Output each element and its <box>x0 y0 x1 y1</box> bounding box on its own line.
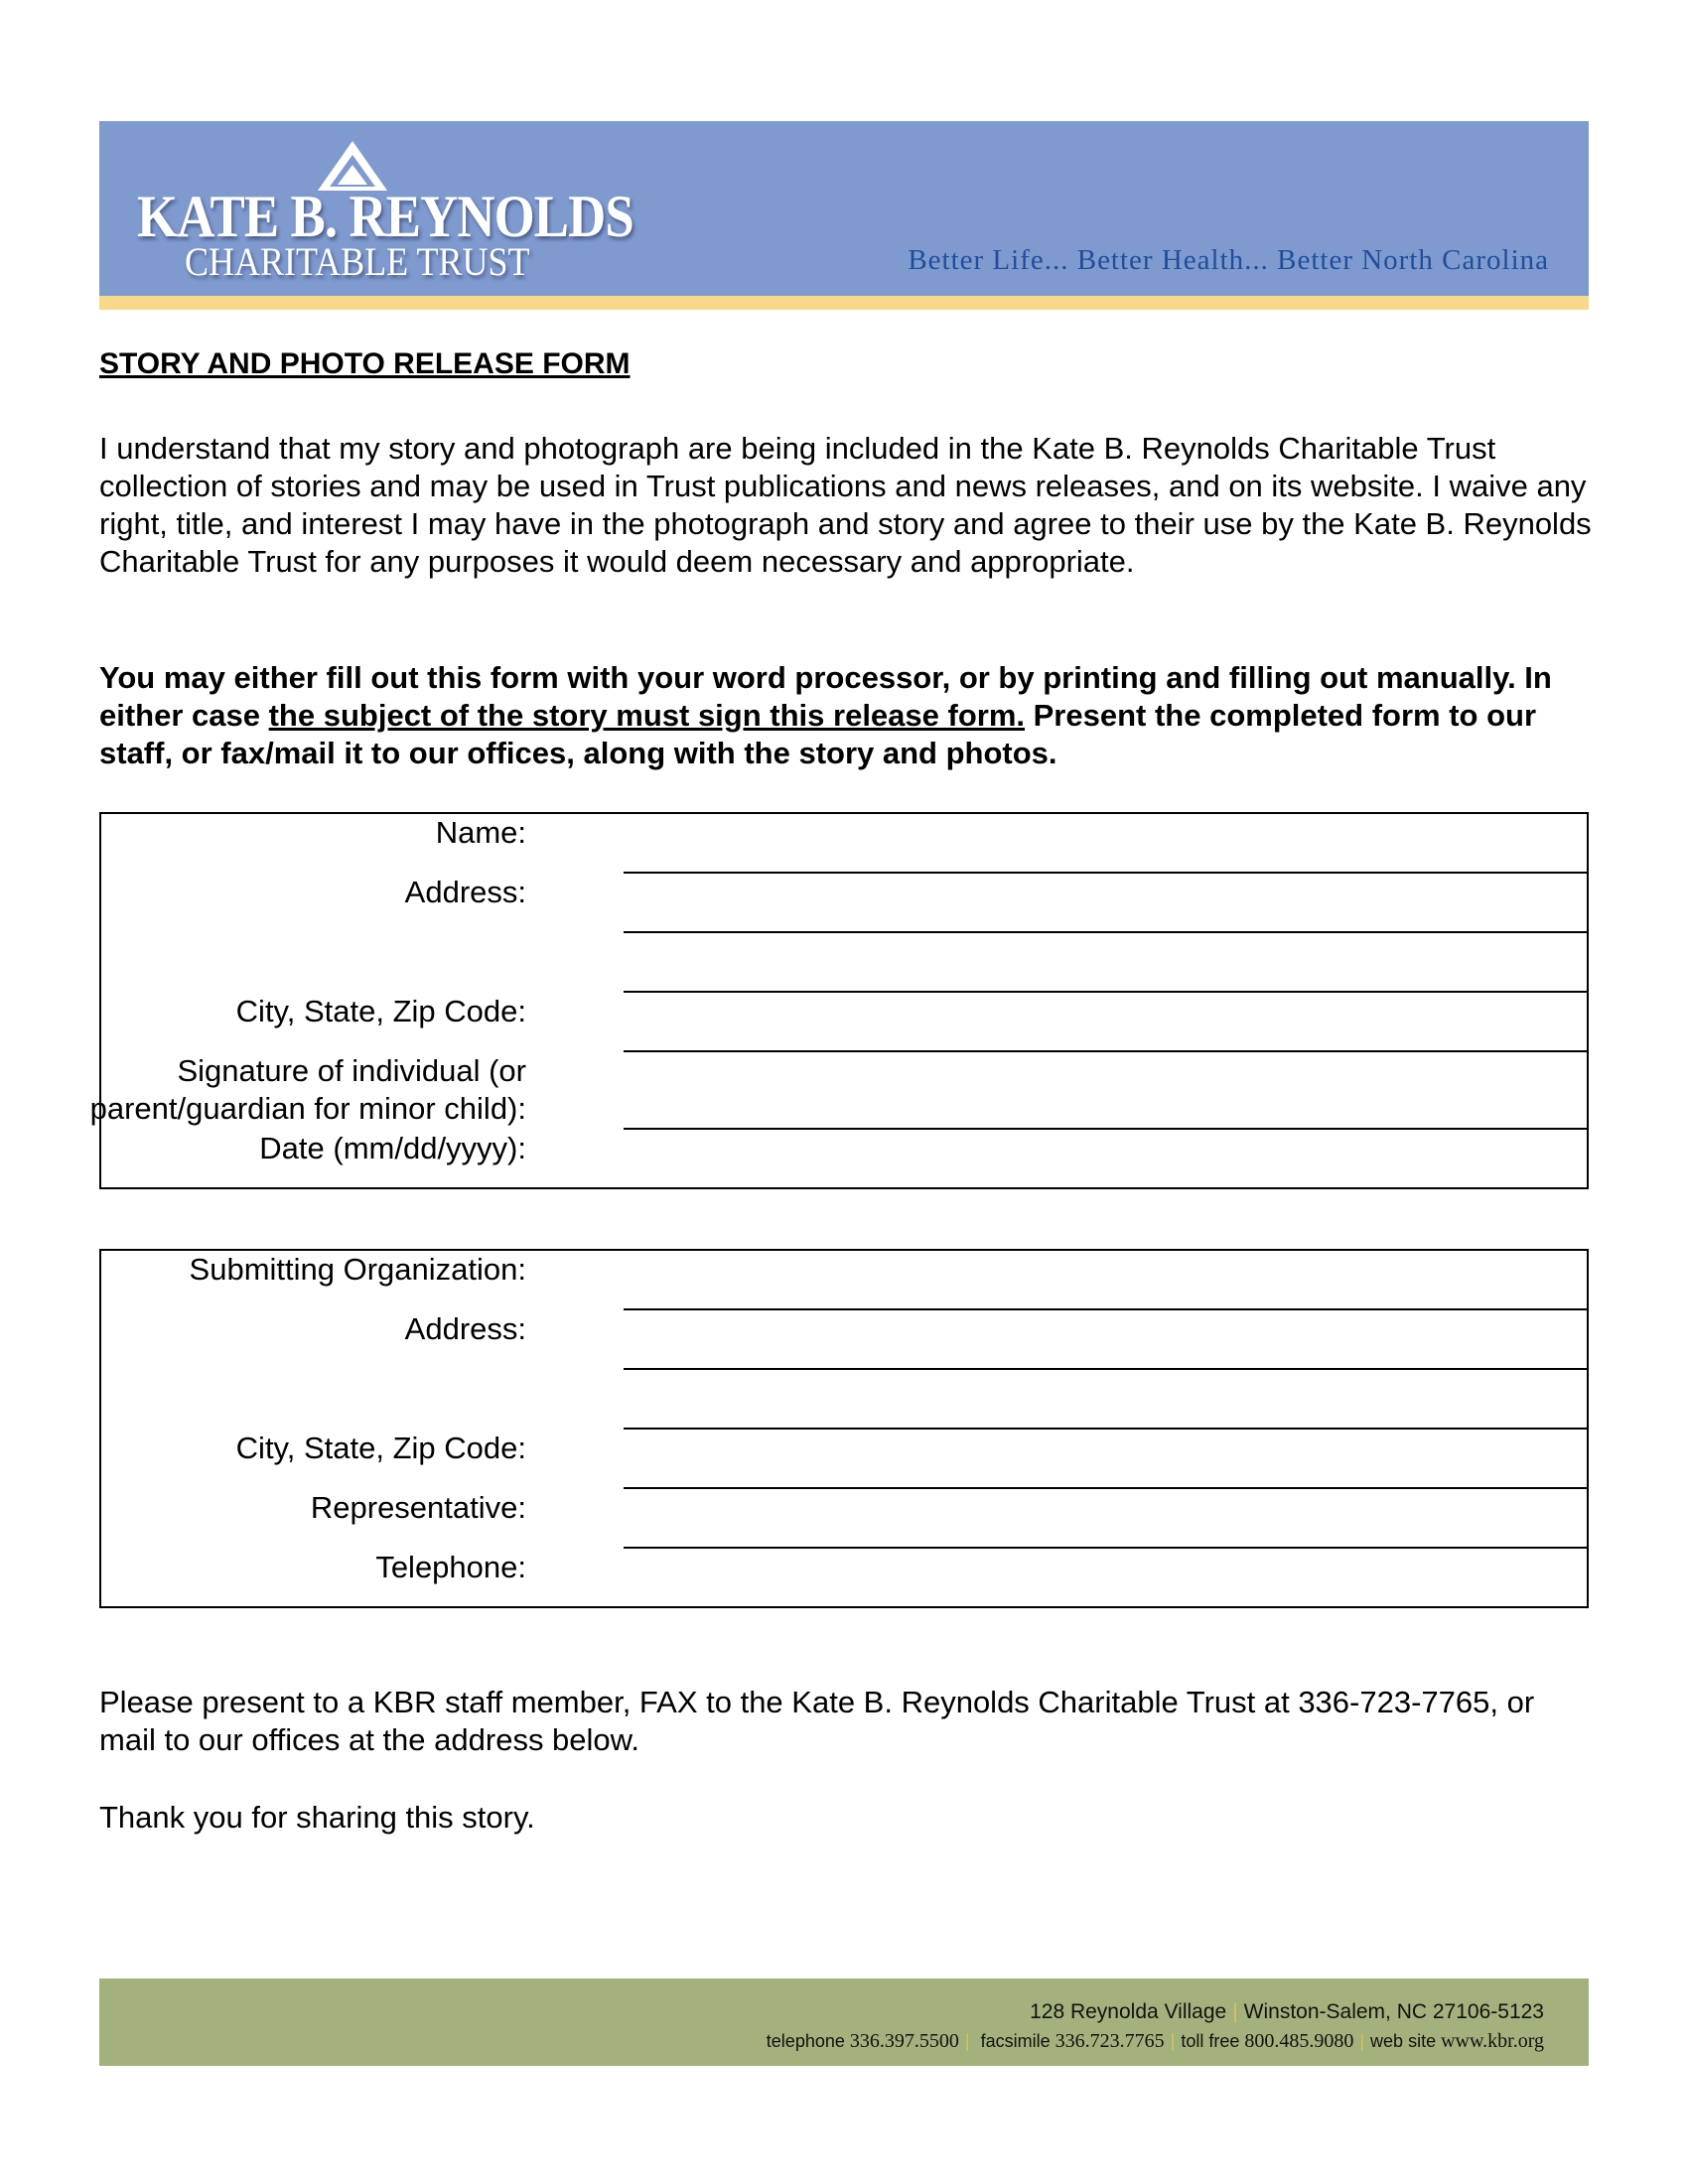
date-label: Date (mm/dd/yyyy): <box>259 1131 526 1165</box>
org-city-state-zip-label: City, State, Zip Code: <box>235 1431 526 1465</box>
logo-line-1: KATE B. REYNOLDS <box>137 184 633 249</box>
individual-info-box <box>89 812 1589 1189</box>
signature-label-line-2: parent/guardian for minor child): <box>89 1091 526 1126</box>
organization-info-box <box>99 1249 1589 1608</box>
footer-website-label: web site <box>1370 2031 1437 2051</box>
submitting-organization-label: Submitting Organization: <box>189 1252 526 1287</box>
logo-line-2: CHARITABLE TRUST <box>185 239 530 284</box>
address-label: Address: <box>404 875 526 909</box>
signature-label-line-1: Signature of individual (or <box>177 1053 526 1088</box>
footer-city: Winston-Salem, NC 27106-5123 <box>1243 2000 1544 2023</box>
instructions-paragraph <box>99 659 1599 772</box>
footer-tollfree: 800.485.9080 <box>1244 2030 1354 2052</box>
footer-website-link[interactable]: www.kbr.org <box>1441 2030 1544 2052</box>
org-city-state-zip-field[interactable] <box>624 1487 1587 1489</box>
name-field[interactable] <box>624 872 1587 874</box>
footer-facsimile-label: facsimile <box>980 2031 1051 2051</box>
footer-tollfree-label: toll free <box>1181 2031 1240 2051</box>
footer-separator: | <box>1359 2031 1365 2051</box>
instructions-underlined: the subject of the story must sign this release form. <box>268 698 1026 733</box>
footer-bar <box>99 1979 1589 2066</box>
footer-facsimile: 336.723.7765 <box>1055 2030 1165 2052</box>
submission-note: Please present to a KBR staff member, FAX to the Kate B. Reynolds Charitable Trust at 336-723-7765, or mail to our offices at the address below. <box>99 1685 1535 1757</box>
form-title: STORY AND PHOTO RELEASE FORM <box>99 347 631 380</box>
trust-logo <box>137 141 633 284</box>
footer-telephone: 336.397.5500 <box>849 2030 959 2052</box>
name-label: Name: <box>435 815 526 850</box>
footer-separator: | <box>1170 2031 1176 2051</box>
footer-contacts <box>767 2030 1544 2053</box>
header-stripe <box>99 296 1589 310</box>
instructions-part-1: You may either fill out this form with your word processor, or by printing and filling out manually. In either case <box>99 660 1552 733</box>
footer-telephone-label: telephone <box>766 2031 845 2051</box>
instructions-part-2: Present the completed form to our staff, or fax/mail it to our offices, along with the story and photos. <box>99 698 1537 770</box>
org-address-field-1[interactable] <box>624 1368 1587 1370</box>
tagline: Better Life... Better Health... Better North Carolina <box>908 244 1549 276</box>
footer-street: 128 Reynolda Village <box>1030 2000 1227 2023</box>
org-address-field-2[interactable] <box>624 1428 1587 1430</box>
footer-address <box>1030 2000 1544 2024</box>
telephone-label: Telephone: <box>375 1550 526 1584</box>
intro-paragraph: I understand that my story and photograph are being included in the Kate B. Reynolds Charitable Trust collection of stories and may be used in Trust publications and news releases, and on its website. I waive any right, title, and interest I may have in the photograph and story and agree to their use by the Kate B. Reynolds Charitable Trust for any purposes it would deem necessary and appropriate. <box>99 431 1592 579</box>
representative-label: Representative: <box>310 1490 526 1525</box>
city-state-zip-field[interactable] <box>624 1050 1587 1052</box>
footer-separator: | <box>1232 2000 1238 2023</box>
address-field-1[interactable] <box>624 931 1587 933</box>
representative-field[interactable] <box>624 1547 1587 1549</box>
org-address-label: Address: <box>404 1311 526 1346</box>
city-state-zip-label: City, State, Zip Code: <box>235 994 526 1028</box>
signature-field[interactable] <box>624 1128 1587 1130</box>
address-field-2[interactable] <box>624 991 1587 993</box>
footer-separator: | <box>964 2031 970 2051</box>
submitting-organization-field[interactable] <box>624 1308 1587 1310</box>
thank-you-note: Thank you for sharing this story. <box>99 1800 535 1835</box>
